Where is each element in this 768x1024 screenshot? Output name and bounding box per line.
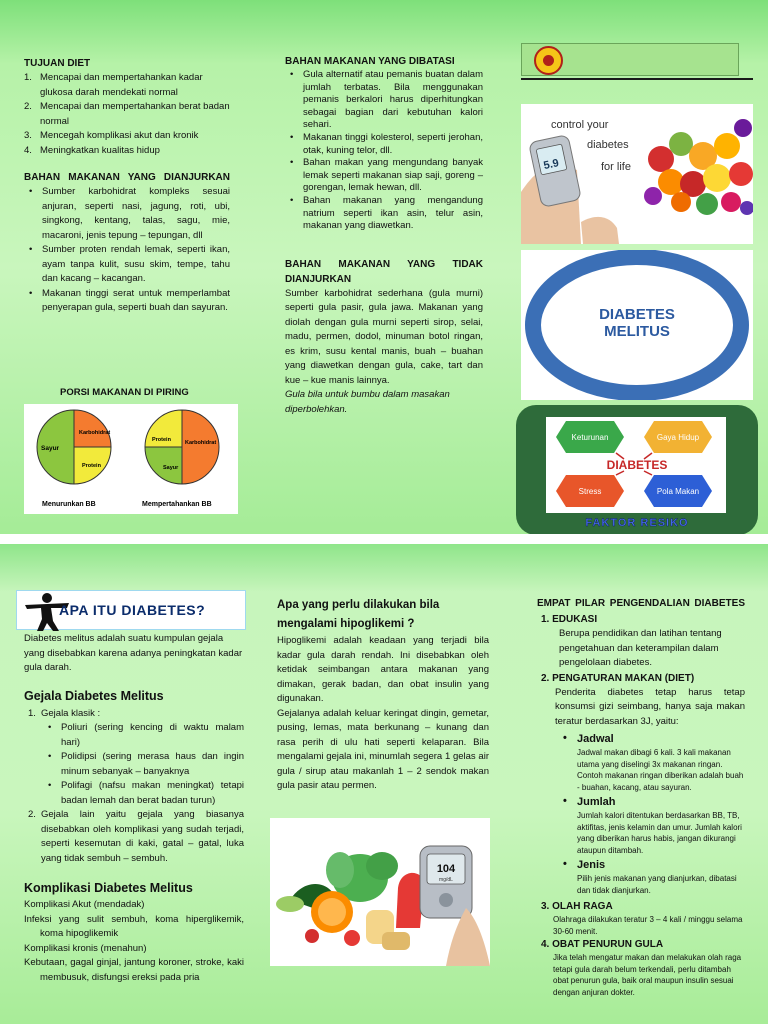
j3-text: Pilih jenis makanan yang dianjurkan, dibatasi dan tidak dianjurkan. (577, 874, 737, 895)
risk-center: DIABETES (606, 458, 668, 472)
risk-title: FAKTOR RESIKO (585, 517, 689, 529)
risk-stress: Stress (578, 487, 602, 496)
list-item: 2. Gejala lain yaitu gejala yang biasanya disebabkan oleh komplikasi yang sudah terjadi, seperti kesemutan di kaki, gatal – gatal, luka yang tidak sembuh – sembuh. (28, 809, 244, 864)
bottom-col2 (277, 596, 489, 794)
meter-reading: 104 (436, 863, 456, 875)
hipoglikemi-p1: Hipoglikemi adalah keadaan yang terjadi bila kadar gula darah rendah. Ini disebabkan oleh ketidak seimbangan antara makanan yang dimakan, gerak badan, dan obat insulin yang digunakan. (277, 635, 489, 704)
ring-title-1: DIABETES (599, 306, 675, 323)
komplikasi-title: Komplikasi Diabetes Melitus (24, 881, 193, 895)
pie2-caption: Mempertahankan BB (142, 501, 212, 508)
akut-title: Komplikasi Akut (mendadak) (24, 899, 145, 910)
akut-text: Infeksi yang sulit sembuh, koma hiperglikemik, koma hipoglikemik (24, 913, 244, 939)
control-diabetes-image (521, 104, 753, 244)
top-col1 (24, 56, 230, 316)
list-item: 4. Meningkatkan kualitas hidup (24, 144, 160, 156)
risk-factors-image (516, 405, 758, 535)
list-item: • Bahan makan yang mengundang banyak lemak seperti makanan siap saji, goreng – gorengan, lemak hewan, dll. (290, 157, 483, 194)
intro-text: Diabetes melitus adalah suatu kumpulan gejala yang disebabkan karena adanya peningkatan kadar gula darah. (24, 633, 243, 673)
gejala-title: Gejala Diabetes Melitus (24, 688, 164, 703)
banner-title: APA ITU DIABETES? (59, 602, 206, 618)
list-item: • Makanan tinggi serat untuk memperlambat penyerapan gula, seperti buah dan sayuran. (29, 287, 230, 313)
bottom-panel (0, 544, 768, 1024)
pie2-label-sayur: Sayur (163, 465, 179, 471)
kronis-text: Kebutaan, gagal ginjal, jantung koroner, stroke, kaki membusuk, disfungsi ereksi pada pria (24, 957, 244, 983)
ring-title-2: MELITUS (604, 323, 670, 340)
gejala-list (24, 707, 244, 867)
j2-text: Jumlah kalori ditentukan berdasarkan BB, TB, aktifitas, jenis kelamin dan umur. Jumlah kalori yang diberikan harus habis, jangan dikurangi ataupun ditambah. (577, 811, 742, 855)
dianjurkan-list (24, 185, 230, 316)
risk-pola-makan: Pola Makan (656, 487, 700, 496)
control-text-3: for life (601, 161, 631, 173)
list-item: • Bahan makanan yang mengandung natrium seperti ikan asin, telur asin, makanan yang diawetkan. (290, 194, 483, 232)
pilar-2-title: 2. PENGATURAN MAKAN (DIET) (541, 672, 695, 684)
control-text-1: control your (551, 119, 609, 131)
pie1-caption: Menurunkan BB (42, 501, 96, 508)
pie1-label-protein: Protein (82, 463, 101, 469)
pie1-label-sayur: Sayur (41, 445, 60, 452)
plate-portions-image (24, 404, 238, 514)
apa-itu-banner (16, 590, 246, 630)
list-item: 1. Gejala klasik : (28, 707, 101, 719)
j3-title: Jenis (577, 859, 606, 871)
j1-item: • Jadwal Jadwal makan dibagi 6 kali. 3 kali makanan utama yang diselingi 3x makanan ringan. Contoh makanan ringan diberikan adalah buah - buahan, kacang, atau sayuran. (563, 732, 744, 792)
tidak-dianjurkan-text: Sumber karbohidrat sederhana (gula murni) seperti gula pasir, gula jawa. Makanan yang diolah dengan gula murni seperti sirop, selai, madu, permen, dodol, minuman botol ringan, es krim, susu kental manis, buah – buahan yang diawetkan dengan gula, cake, tart dan kue – kue manis lainnya. (285, 287, 483, 386)
pilar-3-text: Olahraga dilakukan teratur 3 – 4 kali / minggu selama 30-60 menit. (553, 915, 743, 936)
gejala-bullets (28, 721, 244, 808)
pilar-title: EMPAT PILAR PENGENDALIAN DIABETES (537, 598, 745, 609)
pie2-label-karbohidrat: Karbohidrat (185, 440, 217, 446)
hipoglikemi-p2: Gejalanya adalah keluar keringat dingin, gemetar, pusing, lemas, mata berkunang – kunang dan rasa perih di ulu hati seperti kelaparan. Bila mengalami gejala ini, minumlah segera 1 gelas air gula / sirup atau makanlah 1 – 2 sendok makan gula pasir atau permen. (277, 707, 489, 791)
porsi-title: PORSI MAKANAN DI PIRING (60, 387, 189, 398)
tidak-dianjurkan-title: BAHAN MAKANAN YANG TIDAK DIANJURKAN (285, 258, 483, 285)
list-item: 3. Mencegah komplikasi akut dan kronik (24, 130, 199, 141)
tujuan-list (24, 71, 230, 158)
header-logo-box (521, 43, 739, 76)
kronis-title: Komplikasi kronis (menahun) (24, 942, 147, 954)
dianjurkan-title: BAHAN MAKANAN YANG DIANJURKAN (24, 172, 230, 183)
bottom-col1 (24, 632, 244, 985)
pilar-4-title: 4. OBAT PENURUN GULA (541, 939, 664, 950)
list-item: • Sumber proten rendah lemak, seperti ikan, ayam tanpa kulit, susu skim, tempe, tahu dan kacang – kacangan. (29, 244, 230, 284)
j2-title: Jumlah (577, 796, 616, 808)
panel-divider (0, 534, 768, 544)
list-item: • Makanan tinggi kolesterol, seperti jerohan, otak, kuning telor, dll. (290, 131, 483, 156)
risk-gaya-hidup: Gaya Hidup (656, 433, 700, 442)
j2-item: • Jumlah Jumlah kalori ditentukan berdasarkan BB, TB, aktifitas, jenis kelamin dan umur. Jumlah kalori yang diberikan harus habis, jangan dikurangi ataupun ditambah. (537, 795, 745, 856)
header-rule (521, 78, 753, 80)
university-logo-icon (534, 46, 563, 75)
pie1-label-karbohidrat: Karbohidrat (79, 430, 111, 436)
top-col2 (285, 54, 483, 417)
list-item: • Polidipsi (sering merasa haus dan ingin minum sebanyak – banyaknya (48, 751, 244, 777)
list-item: 2. Mencapai dan mempertahankan berat badan normal (24, 101, 230, 127)
j1-text: Jadwal makan dibagi 6 kali. 3 kali makanan utama yang diselingi 3x makanan ringan. Contoh makanan ringan diberikan adalah buah - buahan, kacang, atau sayuran. (577, 748, 744, 792)
pilar-1-text: Berupa pendidikan dan latihan tentang pengetahuan dan keterampilan dalam pengelolaan diabetes. (559, 628, 722, 668)
control-text-2: diabetes (587, 139, 629, 151)
tujuan-title: TUJUAN DIET (24, 58, 91, 69)
glucometer-reading: 5.9 (542, 157, 560, 173)
pilar-1-title: 1. EDUKASI (541, 614, 598, 625)
vegetables-glucometer-image (270, 818, 490, 966)
list-item: • Sumber karbohidrat kompleks sesuai anjuran, seperti nasi, jagung, roti, ubi, singkong, kentang, talas, sagu, mie, macaroni, jenis tepung – tepungan, dll (29, 186, 230, 241)
pilar-2-text: Penderita diabetes tetap harus tetap konsumsi gizi seimbang, hanya saja makan teratur berdasarkan 3J, yaitu: (555, 686, 745, 727)
diabetes-melitus-ring-image (521, 250, 753, 400)
j1-title: Jadwal (577, 733, 614, 745)
list-item: • Gula alternatif atau pemanis buatan dalam jumlah terbatas. Bila menggunakan pemanis berkalori harus diperhitungkan sebagai bagian dari kebutuhan kalori sehari. (290, 69, 483, 131)
pie2-label-protein: Protein (152, 437, 171, 443)
dibatasi-title: BAHAN MAKANAN YANG DIBATASI (285, 56, 455, 67)
pilar-4-text: Jika telah mengatur makan dan melakukan olah raga tetapi gula darah belum terkendali, perlu ditambah obat penurun gula, baik oral maupun insulin sesuai dengan anjuran dokter. (553, 953, 742, 997)
list-item: • Poliuri (sering kencing di waktu malam hari) (48, 722, 244, 748)
j3-item: • Jenis Pilih jenis makanan yang dianjurkan, dibatasi dan tidak dianjurkan. (537, 858, 745, 896)
list-item: 1. Mencapai dan mempertahankan kadar glukosa darah mendekati normal (24, 72, 203, 98)
dibatasi-list (285, 69, 483, 233)
hipoglikemi-title: Apa yang perlu dilakukan bila mengalami hipoglikemi ? (277, 599, 440, 630)
meter-unit: mg/dL (439, 877, 453, 883)
bottom-col3 (537, 596, 745, 998)
list-item: • Polifagi (nafsu makan meningkat) tetapi badan lemah dan berat badan turun) (48, 780, 244, 806)
tidak-dianjurkan-note: Gula bila untuk bumbu dalam masakan diperbolehkan. (285, 389, 450, 415)
risk-keturunan: Keturunan (571, 433, 609, 442)
pilar-3-title: 3. OLAH RAGA (541, 901, 613, 912)
